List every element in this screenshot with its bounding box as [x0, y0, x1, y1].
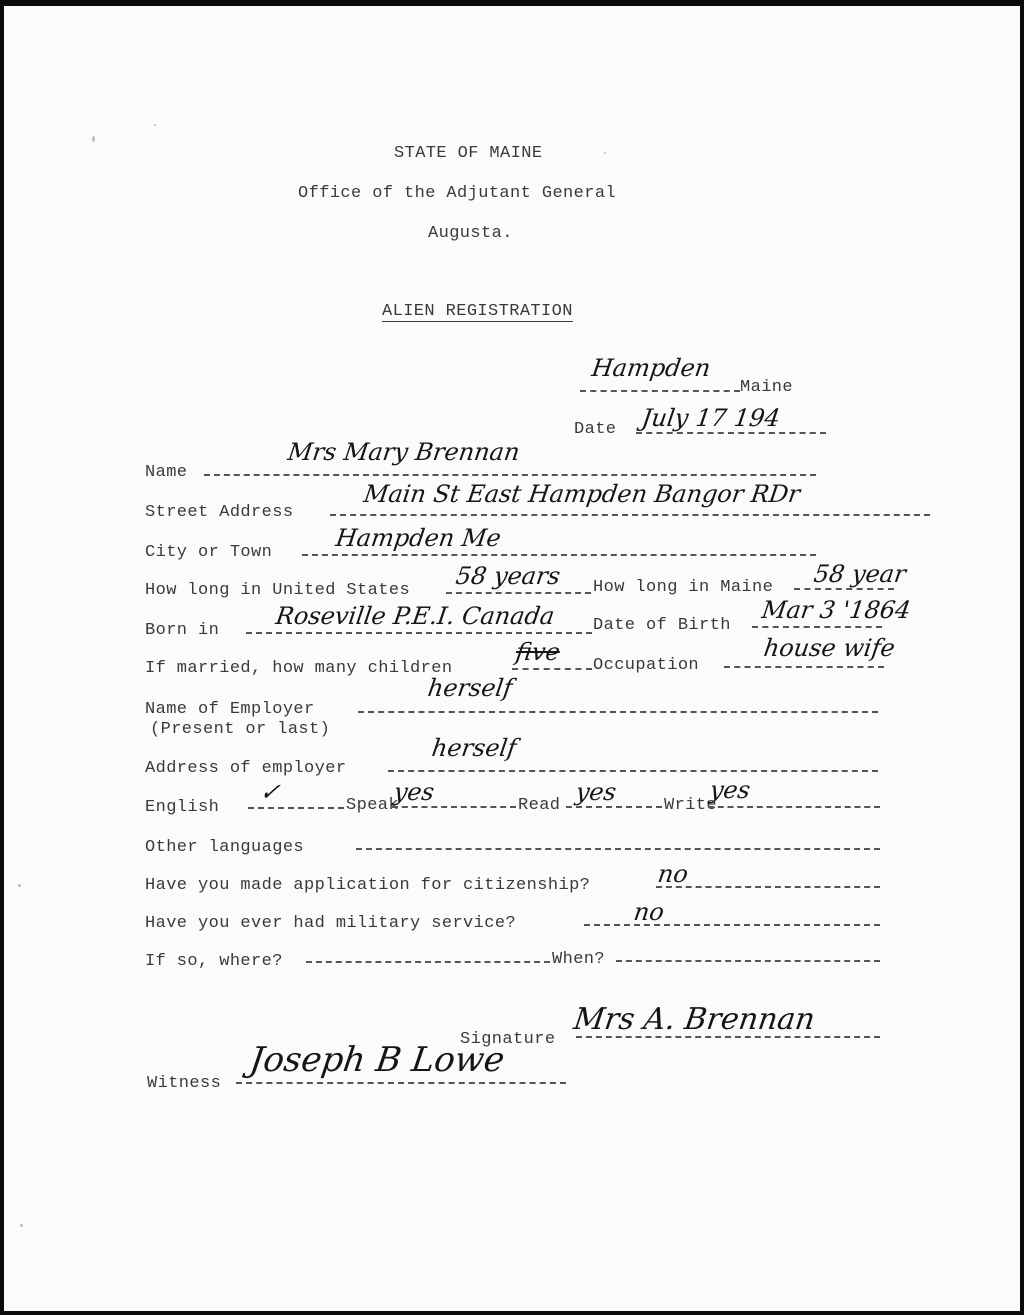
born-in-value: Roseville P.E.I. Canada — [274, 602, 557, 630]
us-duration-value: 58 years — [454, 562, 562, 590]
employer-address-value: herself — [430, 734, 519, 762]
witness-value: Joseph B Lowe — [247, 1040, 508, 1080]
write-value: yes — [708, 776, 753, 804]
employer-address-label: Address of employer — [145, 759, 347, 778]
military-value: no — [632, 898, 666, 926]
other-languages-label: Other languages — [145, 838, 305, 857]
read-value: yes — [574, 778, 619, 806]
header-state: STATE OF MAINE — [394, 144, 543, 163]
form-title: ALIEN REGISTRATION — [382, 302, 573, 321]
citizenship-value: no — [656, 860, 690, 888]
signature-value: Mrs A. Brennan — [571, 1002, 818, 1037]
name-value: Mrs Mary Brennan — [286, 438, 522, 466]
name-label: Name — [145, 463, 188, 482]
header-city: Augusta. — [428, 224, 513, 243]
speak-label: Speak — [346, 796, 400, 815]
document-page — [4, 6, 1020, 1311]
date-value: July 17 194 — [640, 404, 782, 432]
signature-label: Signature — [460, 1030, 556, 1049]
speak-value: yes — [392, 778, 437, 806]
dob-value: Mar 3 '1864 — [760, 596, 913, 624]
where-label: If so, where? — [145, 952, 283, 971]
street-address-label: Street Address — [145, 503, 294, 522]
occupation-value: house wife — [762, 634, 897, 662]
maine-duration-value: 58 year — [812, 560, 908, 588]
military-label: Have you ever had military service? — [145, 914, 517, 933]
children-value: five — [514, 638, 562, 666]
employer-value: herself — [426, 674, 515, 702]
employer-sublabel: (Present or last) — [150, 720, 331, 739]
english-label: English — [145, 798, 220, 817]
occupation-label: Occupation — [593, 656, 700, 675]
read-label: Read — [518, 796, 561, 815]
dob-label: Date of Birth — [593, 616, 731, 635]
write-label: Write — [664, 796, 718, 815]
employer-label: Name of Employer — [145, 700, 315, 719]
city-value: Hampden Me — [334, 524, 503, 552]
witness-label: Witness — [147, 1074, 222, 1093]
maine-label: Maine — [740, 378, 794, 397]
when-label: When? — [552, 950, 606, 969]
citizenship-label: Have you made application for citizenship? — [145, 876, 591, 895]
english-value: ✓ — [258, 778, 283, 806]
city-label: City or Town — [145, 543, 273, 562]
maine-duration-label: How long in Maine — [593, 578, 774, 597]
header-office: Office of the Adjutant General — [298, 184, 617, 203]
street-address-value: Main St East Hampden Bangor RDr — [362, 480, 802, 508]
children-label: If married, how many children — [145, 659, 453, 678]
us-duration-label: How long in United States — [145, 581, 411, 600]
date-label: Date — [574, 420, 617, 439]
town-value: Hampden — [590, 354, 713, 382]
born-in-label: Born in — [145, 621, 220, 640]
